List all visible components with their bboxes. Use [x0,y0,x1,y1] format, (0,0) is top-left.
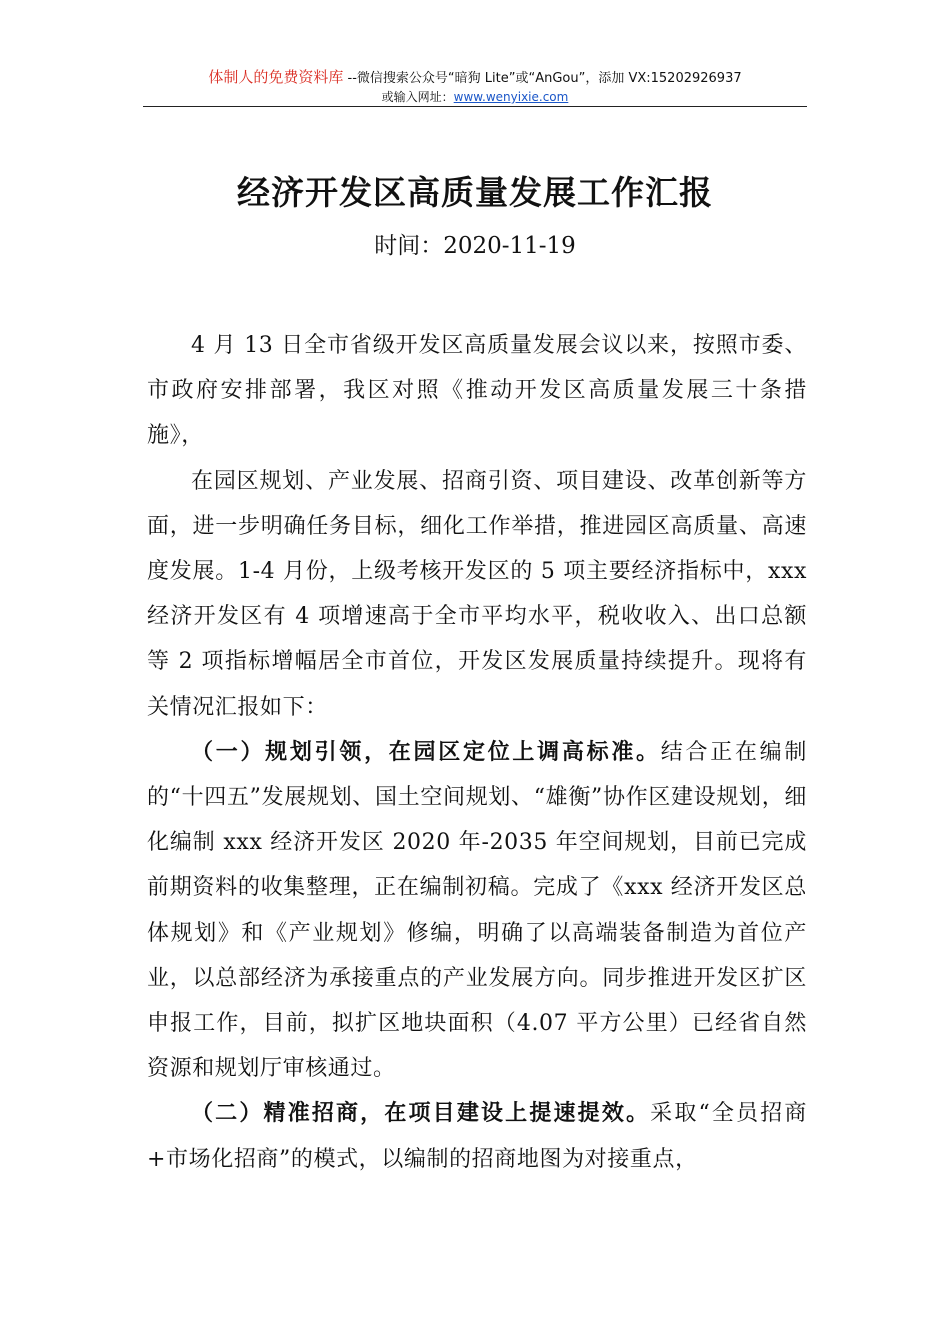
section-heading-2: （二）精准招商，在项目建设上提速提效。 [191,1101,651,1127]
header-url-line [0,88,950,106]
paragraph-text: 在园区规划、产业发展、招商引资、项目建设、改革创新等方面，进一步明确任务目标，细化工作举措，推进园区高质量、高速度发展。1-4 月份，上级考核开发区的 5 项主要经济指标中，xxx 经济开发区有 4 项增速高于全市平均水平，税收收入、出口总额等 2 项指标增幅居全市首位，开发区发展质量持续提升。现将有关情况汇报如下： [147,468,807,720]
page-header [0,68,950,106]
paragraph-1 [147,323,807,459]
paragraph-3 [147,730,807,1092]
paragraph-text: 结合正在编制的“十四五”发展规划、国土空间规划、“雄衡”协作区建设规划，细化编制 xxx 经济开发区 2020 年-2035 年空间规划，目前已完成前期资料的收集整理，正在编制初稿。完成了《xxx 经济开发区总体规划》和《产业规划》修编，明确了以高端装备制造为首位产业，以总部经济为承接重点的产业发展方向。同步推进开发区扩区申报工作，目前，拟扩区地块面积（4.07 平方公里）已经省自然资源和规划厅审核通过。 [147,739,807,1082]
header-brand: 体制人的免费资料库 [208,68,344,86]
document-date: 时间：2020-11-19 [374,233,576,259]
paragraph-4 [147,1091,807,1181]
header-url-label: 或输入网址： [381,90,454,104]
paragraph-text: 4 月 13 日全市省级开发区高质量发展会议以来，按照市委、市政府安排部署，我区对照《推动开发区高质量发展三十条措施》， [147,333,807,449]
paragraph-text: 采取“全员招商+市场化招商”的模式，以编制的招商地图为对接重点， [147,1101,807,1172]
header-url-link[interactable]: www.wenyixie.com [453,90,569,104]
header-info: --微信搜索公众号“暗狗 Lite”或“AnGou”，添加 VX:15202926937 [343,71,742,86]
section-heading-1: （一）规划引领，在园区定位上调高标准。 [191,739,661,765]
paragraph-2 [147,459,807,730]
document-title: 经济开发区高质量发展工作汇报 [237,173,713,212]
header-divider [143,106,807,107]
document-body [147,323,807,1182]
